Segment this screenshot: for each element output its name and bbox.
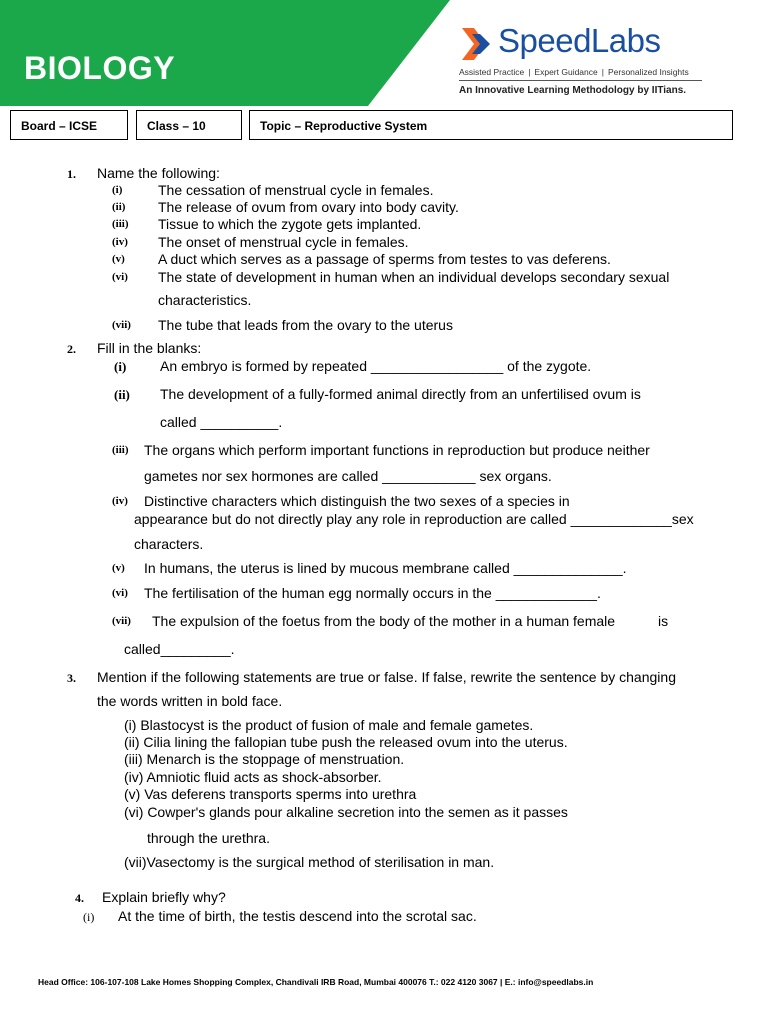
list-item: (vii)Vasectomy is the surgical method of sterilisation in man. — [124, 854, 495, 870]
list-item-continued: appearance but do not directly play any role in reproduction are called _____________sex — [134, 511, 694, 527]
item-number: (i) — [112, 184, 123, 196]
brand-tag: Personalized Insights — [607, 67, 689, 77]
brand-tag-separator: | — [601, 67, 604, 77]
topic-box — [249, 110, 733, 140]
list-item-continued: gametes nor sex hormones are called ____________ sex organs. — [144, 468, 552, 484]
item-number: (i) — [114, 359, 127, 374]
item-number: (ii) — [112, 201, 126, 213]
item-number: (iii) — [112, 218, 129, 230]
board-box — [10, 110, 128, 140]
item-number: (vi) — [112, 271, 128, 283]
list-item-continued: characters. — [134, 536, 204, 552]
question-number: 2. — [67, 342, 76, 356]
list-item: The fertilisation of the human egg normally occurs in the _____________. — [144, 585, 601, 601]
list-item-continued: through the urethra. — [147, 830, 270, 846]
list-item: Distinctive characters which distinguish the two sexes of a species in — [144, 493, 570, 509]
brand-tag: Expert Guidance — [534, 67, 598, 77]
item-number: (i) — [83, 910, 95, 924]
list-item: In humans, the uterus is lined by mucous membrane called ______________. — [144, 560, 627, 576]
list-item: At the time of birth, the testis descend into the scrotal sac. — [118, 908, 477, 924]
subject-title: BIOLOGY — [24, 50, 176, 86]
list-item: Tissue to which the zygote gets implanted. — [158, 216, 422, 232]
item-number: (vii) — [112, 319, 131, 331]
item-number: (vii) — [112, 615, 131, 627]
brand-tag-separator: | — [528, 67, 531, 77]
list-item: (i) Blastocyst is the product of fusion of male and female gametes. — [124, 717, 534, 733]
list-item-continued: characteristics. — [158, 292, 252, 308]
question-number: 1. — [67, 167, 76, 181]
question-title: Explain briefly why? — [102, 889, 226, 905]
item-number: (v) — [112, 562, 125, 574]
speedlabs-chevron-icon — [458, 24, 496, 64]
topic-label: Topic – Reproductive System — [260, 119, 428, 133]
list-item: (v) Vas deferens transports sperms into urethra — [124, 786, 417, 802]
brand-tags — [459, 67, 689, 77]
header-banner — [0, 0, 768, 106]
item-number: (iv) — [112, 495, 128, 507]
item-number: (vi) — [112, 587, 128, 599]
list-item: (vi) Cowper's glands pour alkaline secretion into the semen as it passes — [124, 804, 568, 820]
question-number: 4. — [75, 891, 84, 905]
speedlabs-logo — [458, 24, 708, 104]
list-item: The release of ovum from ovary into body cavity. — [158, 199, 459, 215]
item-number: (ii) — [114, 387, 130, 402]
item-number: (v) — [112, 253, 125, 265]
list-item-continued: called_________. — [124, 641, 235, 657]
class-label: Class – 10 — [147, 119, 206, 133]
footer-address: Head Office: 106-107-108 Lake Homes Shopping Complex, Chandivali IRB Road, Mumbai 400076 T.: 022 4120 3067 | E.: info@speedlabs.in — [38, 977, 594, 987]
list-item-end: is — [658, 613, 669, 629]
list-item: An embryo is formed by repeated _________________ of the zygote. — [160, 358, 592, 374]
question-title: Name the following: — [97, 165, 220, 181]
list-item: A duct which serves as a passage of sperms from testes to vas deferens. — [158, 251, 611, 267]
question-title: Mention if the following statements are true or false. If false, rewrite the sentence by changing — [97, 669, 676, 685]
item-number: (iv) — [112, 236, 128, 248]
question-number: 3. — [67, 671, 76, 685]
brand-name: SpeedLabs — [498, 22, 661, 59]
list-item: The onset of menstrual cycle in females. — [158, 234, 409, 250]
class-box — [136, 110, 242, 140]
question-title-continued: the words written in bold face. — [97, 693, 283, 709]
list-item: The tube that leads from the ovary to the uterus — [158, 317, 453, 333]
board-label: Board – ICSE — [21, 119, 98, 133]
list-item: The organs which perform important functions in reproduction but produce neither — [144, 442, 650, 458]
list-item: The development of a fully-formed animal directly from an unfertilised ovum is — [160, 386, 641, 402]
question-title: Fill in the blanks: — [97, 340, 202, 356]
list-item: (iii) Menarch is the stoppage of menstruation. — [124, 751, 405, 767]
list-item: The expulsion of the foetus from the body of the mother in a human female — [152, 613, 616, 629]
list-item: (iv) Amniotic fluid acts as shock-absorber. — [124, 769, 382, 785]
list-item: The cessation of menstrual cycle in females. — [158, 182, 434, 198]
brand-tag: Assisted Practice — [459, 67, 525, 77]
list-item: (ii) Cilia lining the fallopian tube push the released ovum into the uterus. — [124, 734, 568, 750]
brand-divider — [459, 80, 702, 81]
item-number: (iii) — [112, 444, 129, 456]
brand-tagline: An Innovative Learning Methodology by IITians. — [459, 85, 687, 96]
list-item-continued: called __________. — [160, 414, 283, 430]
list-item: The state of development in human when an individual develops secondary sexual — [158, 269, 670, 285]
